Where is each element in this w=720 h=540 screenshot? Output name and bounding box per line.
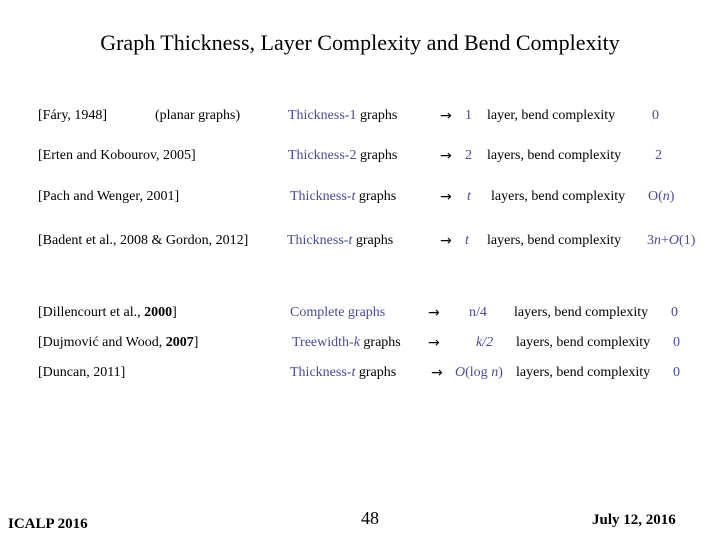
graph-class: Thickness-1 graphs	[288, 108, 398, 123]
citation: [Dujmović and Wood, 2007]	[38, 335, 199, 350]
bend-complexity: 2	[655, 148, 662, 163]
layers-text: layers, bend complexity	[514, 305, 649, 320]
layers-text: layers, bend complexity	[487, 148, 622, 163]
layers-text: layers, bend complexity	[516, 365, 651, 380]
arrow-icon: →	[440, 108, 452, 124]
layer-count: t	[465, 233, 469, 248]
citation: [Dillencourt et al., 2000]	[38, 305, 177, 320]
bend-complexity: O(n)	[648, 189, 675, 204]
footer-conference: ICALP 2016	[8, 516, 88, 532]
arrow-icon: →	[428, 335, 440, 351]
layers-text: layers, bend complexity	[491, 189, 626, 204]
page-number: 48	[361, 508, 379, 528]
citation: [Pach and Wenger, 2001]	[38, 189, 180, 204]
arrow-icon: →	[440, 233, 452, 249]
layer-count: k/2	[476, 335, 494, 350]
graph-class: Thickness-t graphs	[290, 365, 397, 380]
bend-complexity: 0	[673, 365, 680, 380]
bend-complexity: 0	[671, 305, 678, 320]
bend-complexity: 0	[652, 108, 659, 123]
arrow-icon: →	[440, 189, 452, 205]
layers-text: layers, bend complexity	[487, 233, 622, 248]
layers-text: layers, bend complexity	[516, 335, 651, 350]
layers-text: layer, bend complexity	[487, 108, 616, 123]
graph-class: Thickness-2 graphs	[288, 148, 398, 163]
arrow-icon: →	[440, 148, 452, 164]
layer-count: 2	[465, 148, 472, 163]
bend-complexity: 0	[673, 335, 680, 350]
footer-date: July 12, 2016	[592, 512, 676, 528]
arrow-icon: →	[431, 365, 443, 381]
layer-count: O(log n)	[455, 365, 503, 380]
graph-class: Treewidth-k graphs	[292, 335, 401, 350]
citation: [Duncan, 2011]	[38, 365, 126, 380]
graph-class: Thickness-t graphs	[287, 233, 394, 248]
arrow-icon: →	[428, 305, 440, 321]
slide-title: Graph Thickness, Layer Complexity and Bend Complexity	[100, 30, 620, 55]
graph-class-note: (planar graphs)	[155, 108, 241, 123]
citation: [Erten and Kobourov, 2005]	[38, 148, 196, 163]
citation: [Fáry, 1948]	[38, 108, 108, 123]
layer-count: n/4	[469, 305, 487, 320]
layer-count: 1	[465, 108, 472, 123]
graph-class: Thickness-t graphs	[290, 189, 397, 204]
graph-class: Complete graphs	[290, 305, 386, 320]
citation: [Badent et al., 2008 & Gordon, 2012]	[38, 233, 249, 248]
layer-count: t	[467, 189, 471, 204]
bend-complexity: 3n+O(1)	[647, 233, 696, 248]
